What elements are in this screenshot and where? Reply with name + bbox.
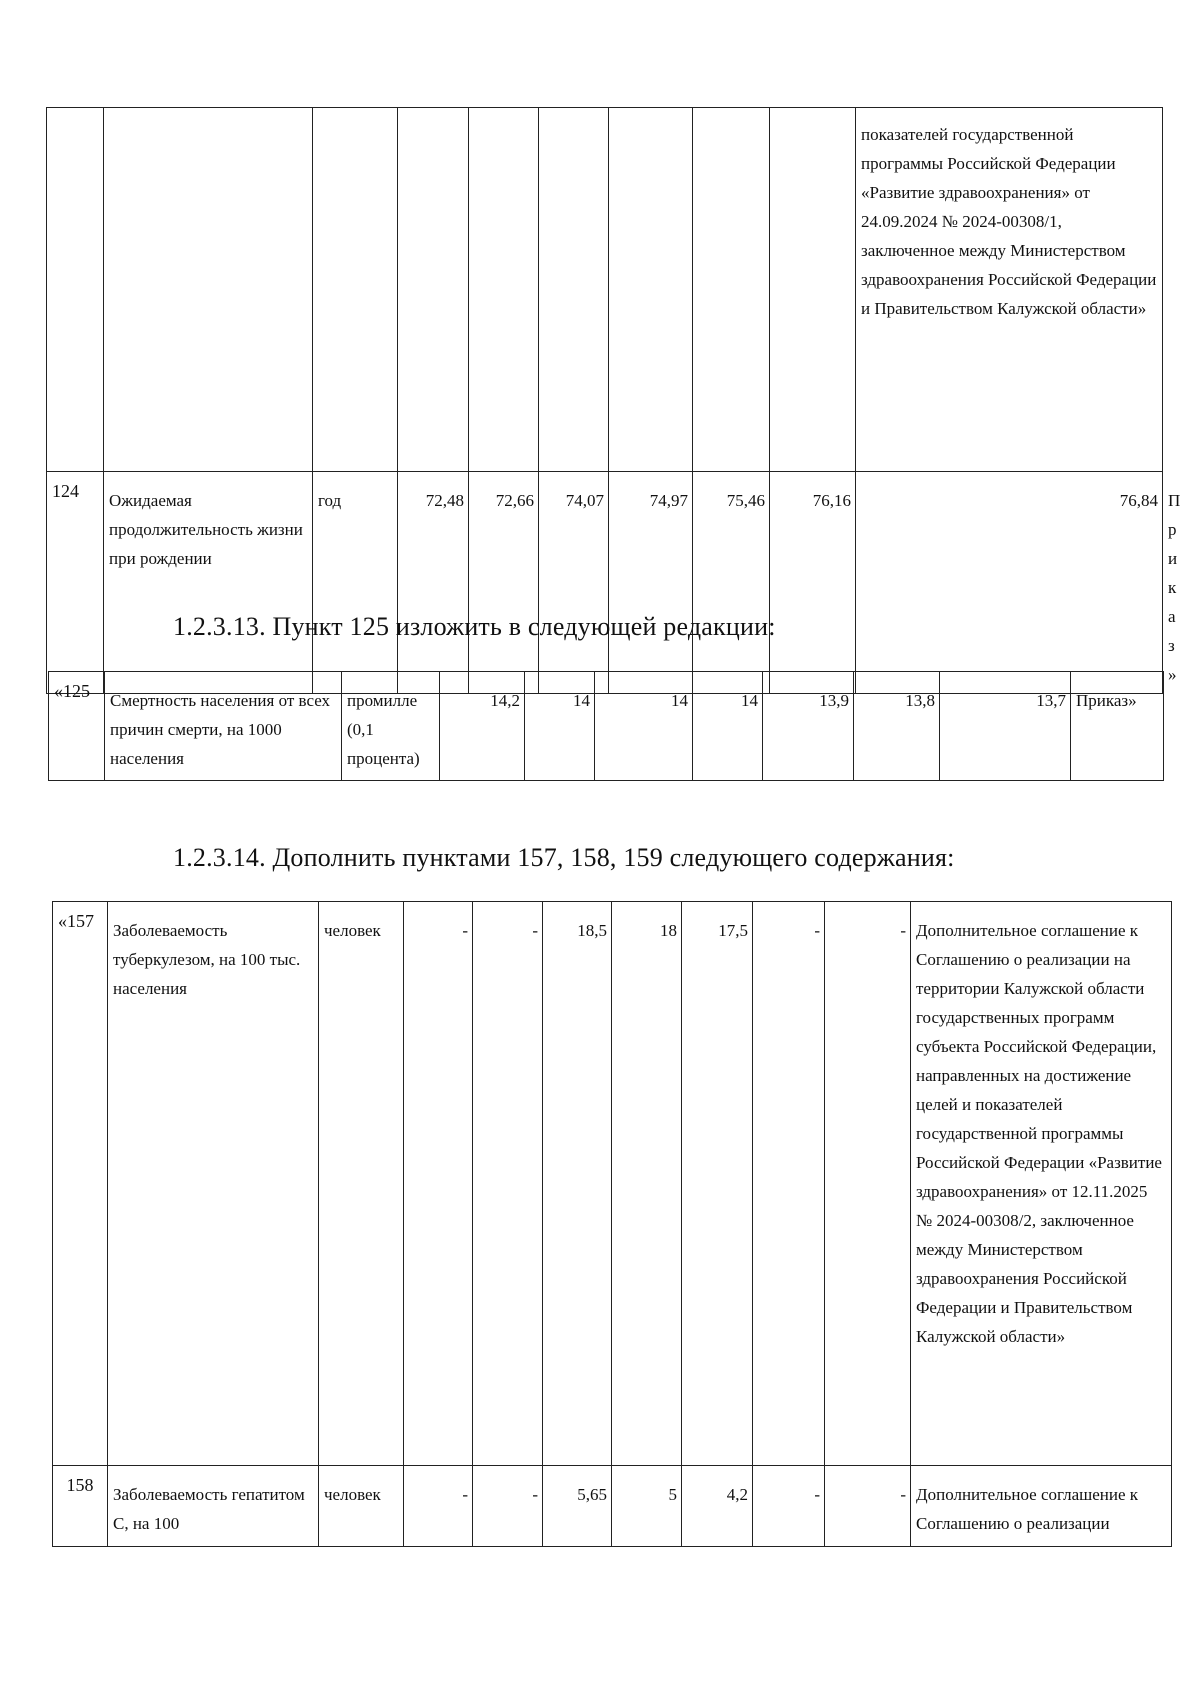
cell-name: Ожидаемая продолжительность жизни при рождении <box>104 472 313 694</box>
cell-note: показателей государственной программы Российской Федерации «Развитие здравоохранения» от 24.09.2024 № 2024-00308/1, заключенное между Министерством здравоохранения Российской Федерации и Правительством Калужской области» <box>856 108 1163 472</box>
cell-number: 124 <box>47 472 104 694</box>
cell-value <box>398 108 469 472</box>
cell-value: - <box>473 902 543 1466</box>
cell-value: 74,07 <box>539 472 609 694</box>
cell-value: 13,7 <box>940 672 1071 781</box>
cell-note: Дополнительное соглашение к Соглашению о реализации на территории Калужской области государственных программ субъекта Российской Федерации, направленных на достижение целей и показателей государственной программы Российской Федерации «Развитие здравоохранения» от 12.11.2025 № 2024-00308/2, заключенное между Министерством здравоохранения Российской Федерации и Правительством Калужской области» <box>911 902 1172 1466</box>
cell-value: 18 <box>612 902 682 1466</box>
cell-number: 158 <box>53 1466 108 1547</box>
cell-value: - <box>404 902 473 1466</box>
cell-value: 5,65 <box>543 1466 612 1547</box>
cell-value: 4,2 <box>682 1466 753 1547</box>
cell-value: - <box>753 1466 825 1547</box>
table-row <box>53 1466 1172 1547</box>
cell-unit <box>313 108 398 472</box>
table-a <box>46 107 1181 694</box>
cell-value: - <box>825 902 911 1466</box>
section-heading-13: 1.2.3.13. Пункт 125 изложить в следующей редакции: <box>173 612 776 641</box>
cell-number: «125 <box>49 672 105 781</box>
table-row <box>47 108 1163 472</box>
table-row <box>53 902 1172 1466</box>
cell-value: 17,5 <box>682 902 753 1466</box>
cell-unit: человек <box>319 902 404 1466</box>
cell-number <box>47 108 104 472</box>
cell-value: 14 <box>595 672 693 781</box>
table-c <box>52 901 1172 1547</box>
cell-value: 13,8 <box>854 672 940 781</box>
cell-value: 72,48 <box>398 472 469 694</box>
cell-unit: промилле (0,1 процента) <box>342 672 440 781</box>
table-row: 124 Ожидаемая продолжительность жизни при рождении год 72,48 72,66 74,07 74,97 75,46 76,16 76,84 Приказ» <box>47 472 1163 694</box>
cell-number: «157 <box>53 902 108 1466</box>
cell-unit: человек <box>319 1466 404 1547</box>
cell-value <box>539 108 609 472</box>
cell-name: Заболеваемость гепатитом С, на 100 <box>108 1466 319 1547</box>
cell-name <box>104 108 313 472</box>
cell-value: 18,5 <box>543 902 612 1466</box>
cell-name: Смертность населения от всех причин смерти, на 1000 населения <box>105 672 342 781</box>
cell-note: Дополнительное соглашение к Соглашению о реализации <box>911 1466 1172 1547</box>
cell-unit: год <box>313 472 398 694</box>
cell-value: 5 <box>612 1466 682 1547</box>
cell-value: 76,84 <box>856 472 1163 694</box>
table-b <box>48 671 1164 781</box>
cell-value <box>770 108 856 472</box>
cell-value: 74,97 <box>609 472 693 694</box>
cell-note: Приказ» <box>1071 672 1164 781</box>
cell-value: 13,9 <box>763 672 854 781</box>
cell-value: - <box>473 1466 543 1547</box>
table-row <box>49 672 1164 781</box>
cell-value: 75,46 <box>693 472 770 694</box>
cell-value: 14 <box>525 672 595 781</box>
cell-value: - <box>825 1466 911 1547</box>
cell-value: - <box>753 902 825 1466</box>
cell-value <box>609 108 693 472</box>
cell-value: 76,16 <box>770 472 856 694</box>
cell-value: 14,2 <box>440 672 525 781</box>
cell-value: 14 <box>693 672 763 781</box>
cell-value: 72,66 <box>469 472 539 694</box>
cell-value: - <box>404 1466 473 1547</box>
cell-value <box>469 108 539 472</box>
section-heading-14: 1.2.3.14. Дополнить пунктами 157, 158, 159 следующего содержания: <box>173 843 955 872</box>
cell-value <box>693 108 770 472</box>
cell-name: Заболеваемость туберкулезом, на 100 тыс. населения <box>108 902 319 1466</box>
